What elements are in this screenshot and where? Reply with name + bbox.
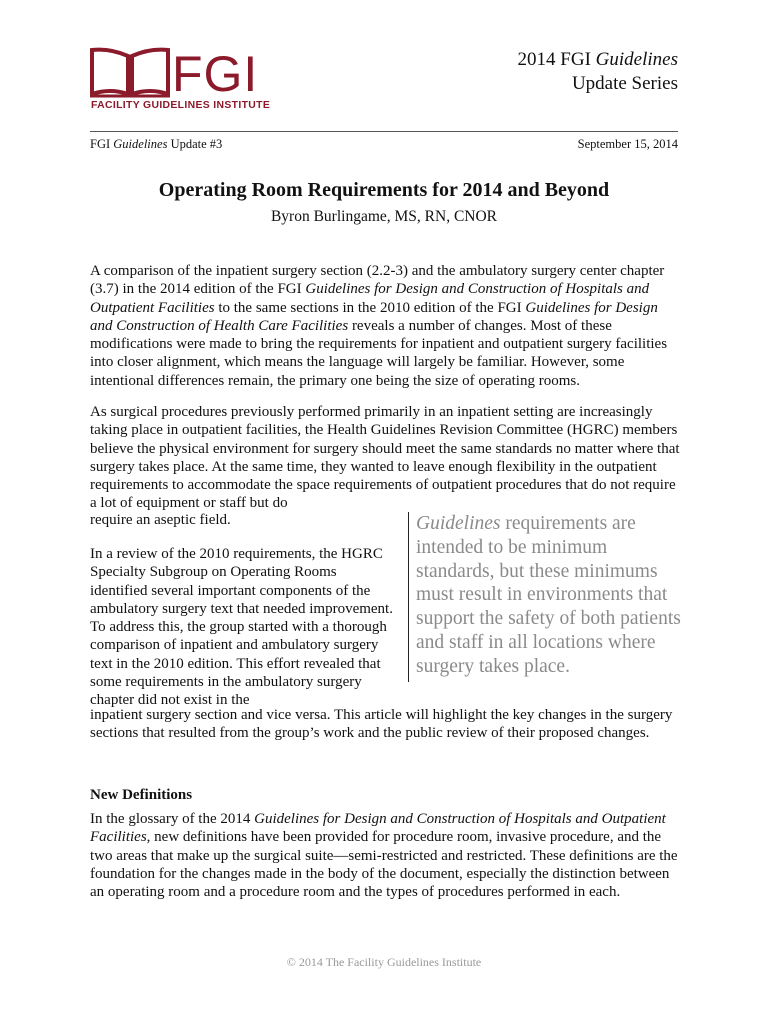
footer-copyright: © 2014 The Facility Guidelines Institute	[286, 955, 482, 969]
paragraph-3-column	[90, 545, 396, 710]
paragraph-3-full	[90, 706, 680, 743]
section-paragraph	[90, 810, 680, 901]
article-author: Byron Burlingame, MS, RN, CNOR	[270, 208, 498, 225]
logo-wordmark: FGI	[172, 46, 259, 102]
pull-quote-italic: Guidelines	[416, 513, 501, 534]
paragraph-2	[90, 403, 680, 513]
fgi-logo	[90, 46, 280, 116]
p1-italic-1: Guidelines for Design and Construction of Hospitals and Outpatient Facilities	[90, 281, 650, 316]
article-title: Operating Room Requirements for 2014 and Beyond	[158, 179, 610, 201]
update-suffix: Update #3	[167, 137, 223, 151]
paragraph-1	[90, 262, 680, 390]
meta-line	[90, 137, 678, 151]
update-number	[90, 137, 222, 151]
p1-text-2: to the same sections in the 2010 edition of the FGI	[214, 299, 526, 316]
section-text-1: In the glossary of the 2014	[90, 811, 255, 827]
series-line-2: Update Series	[571, 73, 678, 94]
p1-italic-2: Guidelines for Design and Construction of Health Care Facilities	[90, 299, 658, 334]
series-italic: Guidelines	[595, 49, 678, 70]
p2-tail: require an aseptic field.	[90, 512, 231, 528]
p3-column-text: In a review of the 2010 requirements, the HGRC Specialty Subgroup on Operating Rooms identified several important components of the ambulatory surgery text that needed improvement. To address this, the group started with a thorough comparison of inpatient and ambulatory surgery text in the 2010 edition. This effort revealed that some requirements in the ambulatory surgery chapter did not exist in the	[90, 546, 393, 709]
update-prefix: FGI	[90, 137, 114, 151]
update-italic: Guidelines	[113, 137, 168, 151]
section-text-2: , new definitions have been provided for procedure room, invasive procedure, and the two areas that make up the surgical suite—semi-restricted and restricted. These definitions are the foundation for the changes made in the body of the document, especially the distinction between an operating room and a procedure room and the types of procedures performed in each.	[90, 829, 678, 901]
header-rule	[90, 131, 678, 132]
series-header	[518, 48, 678, 96]
p1-text-3: reveals a number of changes. Most of these modifications were made to bring the requirements for inpatient and outpatient surgery facilities into closer alignment, which means the language will largely be familiar. However, some intentional differences remain, the primary one being the size of operating rooms.	[90, 317, 668, 389]
paragraph-2-tail	[90, 511, 396, 529]
p3-full-text: inpatient surgery section and vice versa. This article will highlight the key changes in the surgery sections that resulted from the group’s work and the public review of their proposed changes.	[90, 707, 673, 742]
logo-subtitle: FACILITY GUIDELINES INSTITUTE	[91, 100, 271, 111]
pull-quote-text: requirements are intended to be minimum standards, but these minimums must result in environments that support the safety of both patients and staff in all locations where surgery takes place.	[416, 513, 681, 677]
series-prefix: 2014 FGI	[517, 49, 596, 70]
p1-text-1: A comparison of the inpatient surgery section (2.2-3) and the ambulatory surgery center chapter (3.7) in the 2014 edition of the FGI	[90, 263, 665, 298]
series-line-1	[518, 48, 678, 72]
open-book-icon	[90, 46, 170, 98]
update-date: September 15, 2014	[577, 137, 678, 151]
section-heading: New Definitions	[90, 787, 193, 803]
p2-text: As surgical procedures previously performed primarily in an inpatient setting are increasingly taking place in outpatient facilities, the Health Guidelines Revision Committee (HGRC) members believe the physical environment for surgery should meet the same standards no matter where that surgery takes place. At the same time, they wanted to leave enough flexibility in the outpatient requirements to accommodate the space requirements of outpatient procedures that do not require a lot of equipment or staff but do	[90, 404, 680, 512]
section-italic-1: Guidelines for Design and Construction of Hospitals and Outpatient Facilities	[90, 811, 666, 846]
pull-quote	[408, 512, 683, 682]
